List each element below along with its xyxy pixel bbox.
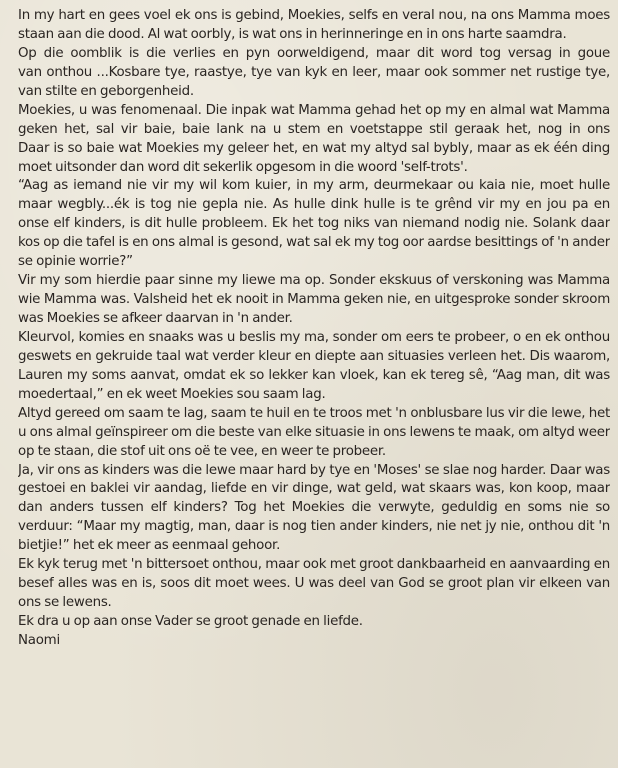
letter-line: staan aan die dood. Al wat oorbly, is wat ons in herinneringe en in ons harte saamdra. bbox=[18, 26, 567, 42]
letter-line: se opinie worrie?” bbox=[18, 254, 133, 270]
letter-line: Altyd gereed om saam te lag, saam te huil en te troos met 'n onblusbare lus vir die lewe, het bbox=[18, 405, 610, 421]
letter-line: geswets en gekruide taal wat verder kleur en diepte aan situasies verleen het. Dis waarom, bbox=[18, 348, 610, 364]
letter-line: op te staan, die stof uit ons oë te vee, en weer te probeer. bbox=[18, 443, 386, 459]
letter-line: kos op die tafel is en ons almal is gesond, wat sal ek my tog oor aardse besittings of 'n ander bbox=[18, 235, 610, 251]
letter-line: Kleurvol, komies en snaaks was u beslis my ma, sonder om eers te probeer, o en ek onthou bbox=[18, 329, 610, 345]
letter-line: van stilte en geborgenheid. bbox=[18, 83, 194, 99]
letter-line: besef alles was en is, soos dit moet wees. U was deel van God se groot plan vir elkeen van bbox=[18, 576, 610, 592]
letter-line: van onthou ...Kosbare tye, raastye, tye van kyk en leer, maar ook sommer net rustige tye, bbox=[18, 64, 610, 80]
letter-line: verduur: “Maar my magtig, man, daar is nog tien ander kinders, nie net jy nie, onthou dit 'n bbox=[18, 519, 610, 535]
letter-line: bietjie!” het ek meer as eenmaal gehoor. bbox=[18, 538, 281, 554]
letter-line: moedertaal,” en ek weet Moekies sou saam lag. bbox=[18, 386, 326, 402]
letter-line: Daar is so baie wat Moekies my geleer het, en wat my altyd sal bybly, maar as ek één ding bbox=[18, 140, 610, 156]
letter-line: Ek dra u op aan onse Vader se groot genade en liefde. bbox=[18, 614, 363, 629]
letter-line: u ons almal geïnspireer om die beste van elke situasie in ons lewens te maak, om altyd weer bbox=[18, 424, 610, 440]
letter-signature: Naomi bbox=[18, 632, 60, 648]
letter-line: Op die oomblik is die verlies en pyn oorweldigend, maar dit word tog versag in goue bbox=[18, 45, 610, 61]
letter-line: onse elf kinders, is dit hulle probleem. Ek het tog niks van niemand nodig nie. Solank daar bbox=[18, 216, 610, 232]
letter-body bbox=[18, 7, 610, 651]
letter-line: Ja, vir ons as kinders was die lewe maar hard by tye en 'Moses' se slae nog harder. Daar was bbox=[18, 462, 610, 478]
letter-line: Vir my som hierdie paar sinne my liewe ma op. Sonder ekskuus of verskoning was Mamma bbox=[18, 273, 610, 289]
letter-line: Ek kyk terug met 'n bittersoet onthou, maar ook met groot dankbaarheid en aanvaarding en bbox=[18, 557, 610, 573]
letter-line: geken het, sal vir baie, baie lank na u stem en voetstappe stil geraak het, nog in ons bbox=[18, 121, 610, 137]
letter-line: Lauren my soms aanvat, omdat ek so lekker kan vloek, kan ek tereg sê, “Aag man, dit was bbox=[18, 367, 610, 383]
letter-line: dan anders tussen elf kinders? Tog het Moekies die verwyte, geduldig en soms nie so bbox=[18, 500, 610, 516]
letter-line: gestoei en baklei vir aandag, liefde en vir dinge, wat geld, wat skaars was, kon koop, maar bbox=[18, 481, 610, 497]
letter-line: ons se lewens. bbox=[18, 595, 112, 611]
letter-line: “Aag as iemand nie vir my wil kom kuier, in my arm, deurmekaar ou kaia nie, moet hulle bbox=[18, 178, 610, 194]
letter-line: wie Mamma was. Valsheid het ek nooit in Mamma geken nie, en uitgesproke sonder skroom bbox=[18, 292, 610, 308]
letter-line: moet uitsonder dan word dit sekerlik opgesom in die woord 'self-trots'. bbox=[18, 159, 468, 175]
letter-line: was Moekies se afkeer daarvan in 'n ander. bbox=[18, 311, 293, 326]
letter-line: In my hart en gees voel ek ons is gebind, Moekies, selfs en veral nou, na ons Mamma moes bbox=[18, 8, 610, 23]
letter-line: Moekies, u was fenomenaal. Die inpak wat Mamma gehad het op my en almal wat Mamma bbox=[18, 102, 610, 118]
letter-line: maar wegbly...ék is tog nie gepla nie. As hulle dink hulle is te grênd vir my en jou pa en bbox=[18, 197, 610, 213]
